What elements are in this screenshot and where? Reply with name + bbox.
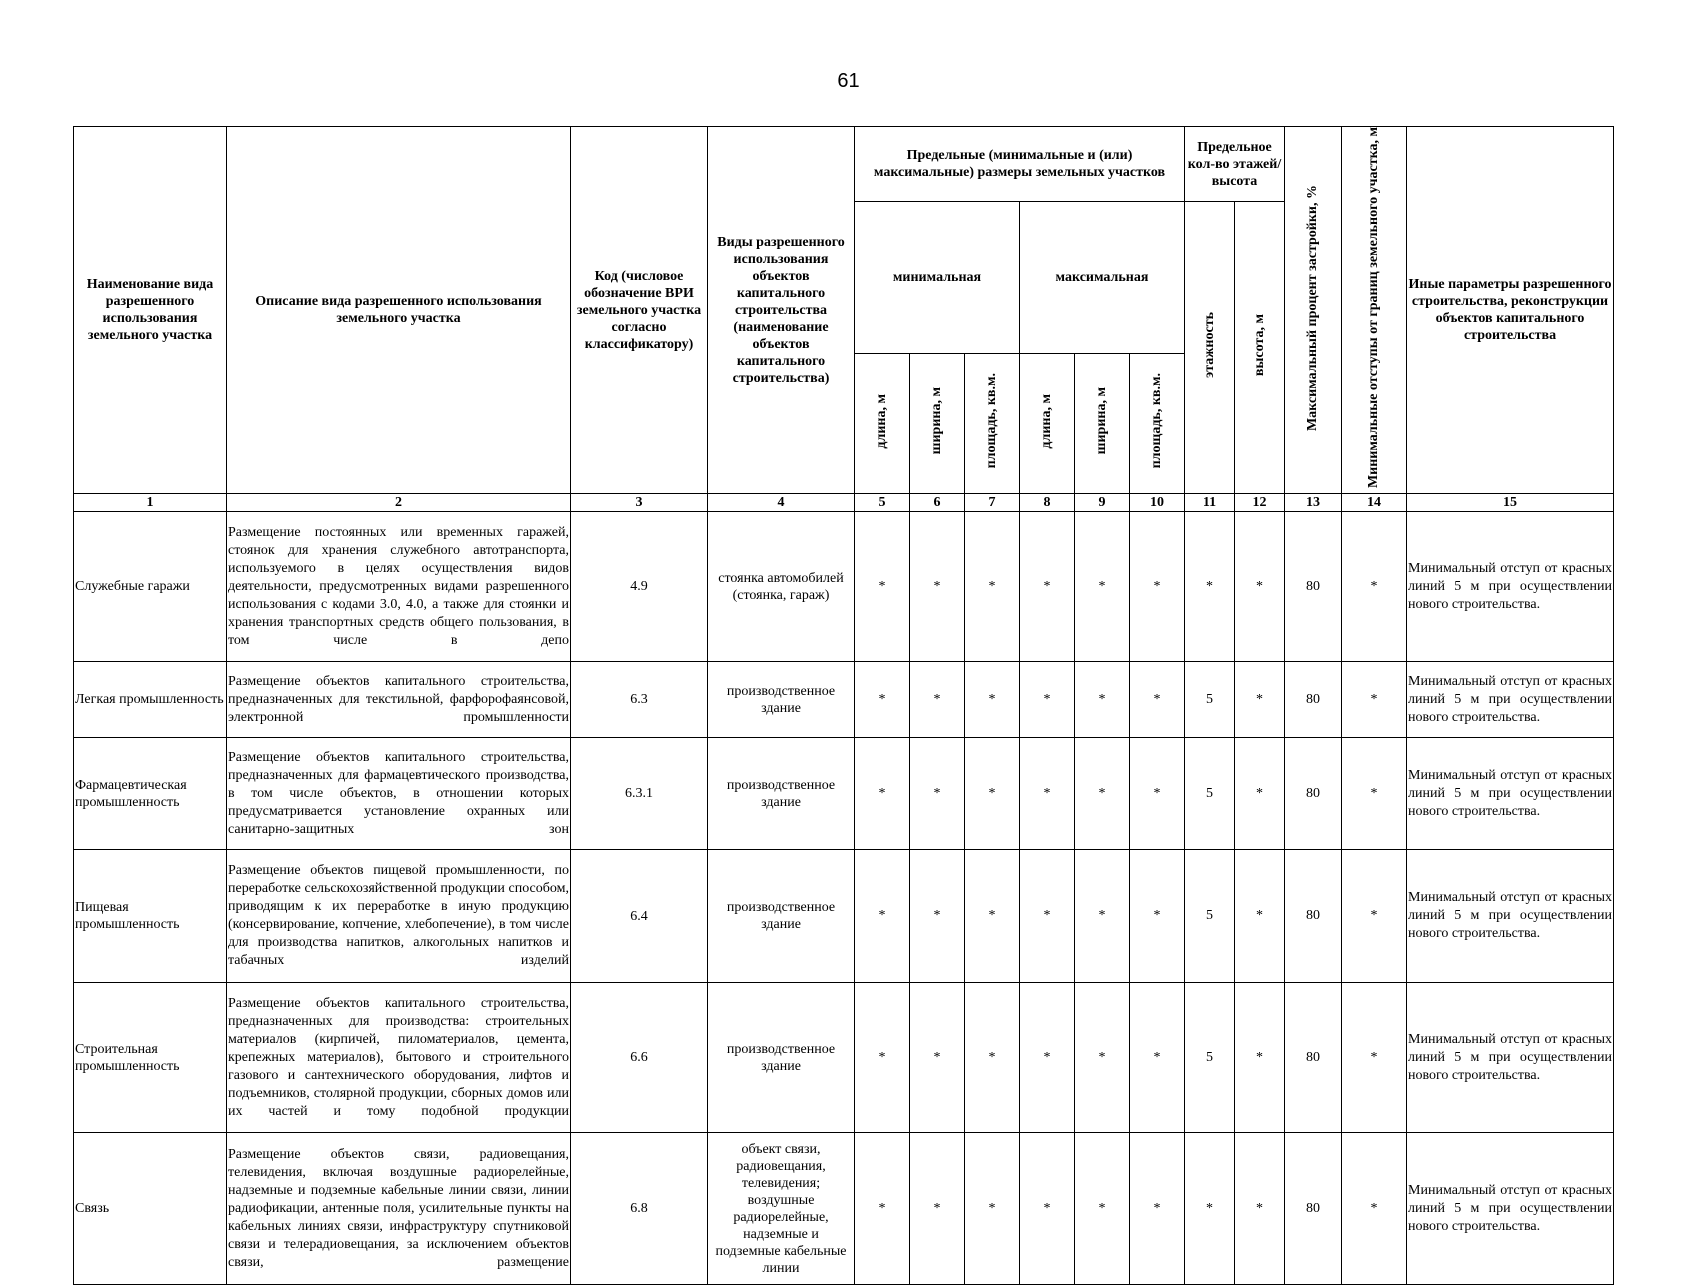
column-number: 5 <box>855 494 910 512</box>
parameter-value: * <box>910 983 965 1133</box>
construction-objects: производственное здание <box>708 662 855 738</box>
parameter-value: 80 <box>1285 662 1342 738</box>
parameter-value: * <box>1020 1133 1075 1285</box>
parameter-value: 5 <box>1185 662 1235 738</box>
other-parameters: Минимальный отступ от красных линий 5 м при осуществлении нового строительства. <box>1407 850 1614 983</box>
land-use-description-text: Размещение объектов капитального строительства, предназначенных для фармацевтического производства, в том числе объектов, в отношении которых предусматривается установление охранных или санитарно-защитных зон <box>228 749 569 837</box>
header-min-width: ширина, м <box>910 354 965 494</box>
table-row <box>74 983 1614 1133</box>
land-use-name: Строительная промышленность <box>74 983 227 1133</box>
table-row <box>74 850 1614 983</box>
header-floors-height: Предельное кол-во этажей/ высота <box>1185 127 1285 202</box>
parameter-value: * <box>1235 1133 1285 1285</box>
parameter-value: * <box>1075 850 1130 983</box>
other-parameters: Минимальный отступ от красных линий 5 м при осуществлении нового строительства. <box>1407 662 1614 738</box>
land-use-name: Легкая промышленность <box>74 662 227 738</box>
parameter-value: * <box>965 738 1020 850</box>
parameter-value: * <box>1075 983 1130 1133</box>
land-use-name: Фармацевтическая промышленность <box>74 738 227 850</box>
parameter-value: * <box>910 512 965 662</box>
land-use-name: Связь <box>74 1133 227 1285</box>
land-use-description <box>227 1133 571 1285</box>
header-min-setbacks: Минимальные отступы от границ земельного участка, м <box>1342 127 1407 494</box>
parameter-value: * <box>965 1133 1020 1285</box>
parameter-value: * <box>1185 512 1235 662</box>
header-minimum: минимальная <box>855 202 1020 354</box>
land-use-description <box>227 850 571 983</box>
land-use-name: Пищевая промышленность <box>74 850 227 983</box>
header-max-width: ширина, м <box>1075 354 1130 494</box>
land-use-code: 6.3 <box>571 662 708 738</box>
land-use-description <box>227 512 571 662</box>
parameter-value: * <box>1235 983 1285 1133</box>
header-min-area: площадь, кв.м. <box>965 354 1020 494</box>
parameter-value: 5 <box>1185 983 1235 1133</box>
column-number: 8 <box>1020 494 1075 512</box>
column-numbers-row <box>74 494 1614 512</box>
other-parameters: Минимальный отступ от красных линий 5 м при осуществлении нового строительства. <box>1407 1133 1614 1285</box>
parameter-value: * <box>1130 512 1185 662</box>
parameter-value: * <box>1020 983 1075 1133</box>
parameter-value: * <box>910 662 965 738</box>
parameter-value: * <box>910 850 965 983</box>
header-code: Код (числовое обозначение ВРИ земельного участка согласно классификатору) <box>571 127 708 494</box>
parameter-value: * <box>1130 1133 1185 1285</box>
parameter-value: * <box>1075 662 1130 738</box>
construction-objects: производственное здание <box>708 850 855 983</box>
page-number: 61 <box>837 70 860 92</box>
parameter-value: * <box>1020 738 1075 850</box>
column-number: 12 <box>1235 494 1285 512</box>
other-parameters: Минимальный отступ от красных линий 5 м при осуществлении нового строительства. <box>1407 738 1614 850</box>
parameter-value: * <box>1235 512 1285 662</box>
land-use-code: 6.4 <box>571 850 708 983</box>
land-use-code: 6.3.1 <box>571 738 708 850</box>
construction-objects: производственное здание <box>708 983 855 1133</box>
land-use-description-text: Размещение объектов капитального строительства, предназначенных для производства: строительных материалов (кирпичей, пиломатериалов, цемента, крепежных материалов), бытового и строительного газового и сантехнического оборудования, лифтов и подъемников, столярной продукции, сборных домов или их частей и тому подобной продукции <box>228 995 569 1119</box>
parameter-value: * <box>1235 738 1285 850</box>
parameter-value: 80 <box>1285 512 1342 662</box>
parameter-value: * <box>1342 512 1407 662</box>
land-use-description-text: Размещение объектов связи, радиовещания, телевидения, включая воздушные радиорелейные, надземные и подземные кабельные линии связи, линии радиофикации, антенные поля, усилительные пункты на кабельных линиях связи, инфраструктуру спутниковой связи и телерадиовещания, за исключением объектов связи, размещение <box>228 1146 569 1270</box>
parameter-value: 80 <box>1285 1133 1342 1285</box>
land-use-code: 6.8 <box>571 1133 708 1285</box>
column-number: 4 <box>708 494 855 512</box>
parameter-value: * <box>855 1133 910 1285</box>
column-number: 15 <box>1407 494 1614 512</box>
header-min-length: длина, м <box>855 354 910 494</box>
parameter-value: * <box>1020 512 1075 662</box>
zoning-regulations-table <box>73 126 1614 1285</box>
parameter-value: * <box>855 512 910 662</box>
parameter-value: * <box>1185 1133 1235 1285</box>
parameter-value: 80 <box>1285 983 1342 1133</box>
land-use-code: 4.9 <box>571 512 708 662</box>
column-number: 6 <box>910 494 965 512</box>
header-plot-size-limits: Предельные (минимальные и (или) максимальные) размеры земельных участков <box>855 127 1185 202</box>
column-number: 9 <box>1075 494 1130 512</box>
table-row <box>74 1133 1614 1285</box>
parameter-value: * <box>965 983 1020 1133</box>
table-row <box>74 662 1614 738</box>
column-number: 3 <box>571 494 708 512</box>
parameter-value: * <box>1075 512 1130 662</box>
land-use-description <box>227 738 571 850</box>
header-other-parameters: Иные параметры разрешенного строительства, реконструкции объектов капитального строительства <box>1407 127 1614 494</box>
parameter-value: 5 <box>1185 850 1235 983</box>
header-maximum: максимальная <box>1020 202 1185 354</box>
parameter-value: * <box>965 662 1020 738</box>
header-max-length: длина, м <box>1020 354 1075 494</box>
land-use-description-text: Размещение объектов капитального строительства, предназначенных для текстильной, фарфорофаянсовой, электронной промышленности <box>228 673 569 725</box>
parameter-value: * <box>1130 662 1185 738</box>
column-number: 1 <box>74 494 227 512</box>
land-use-description <box>227 983 571 1133</box>
parameter-value: * <box>1130 983 1185 1133</box>
parameter-value: * <box>910 738 965 850</box>
parameter-value: * <box>910 1133 965 1285</box>
other-parameters: Минимальный отступ от красных линий 5 м при осуществлении нового строительства. <box>1407 512 1614 662</box>
parameter-value: * <box>1020 850 1075 983</box>
parameter-value: * <box>855 662 910 738</box>
column-number: 7 <box>965 494 1020 512</box>
header-description: Описание вида разрешенного использования земельного участка <box>227 127 571 494</box>
parameter-value: * <box>1075 738 1130 850</box>
header-height: высота, м <box>1235 202 1285 494</box>
construction-objects: стоянка автомобилей (стоянка, гараж) <box>708 512 855 662</box>
parameter-value: * <box>1130 738 1185 850</box>
parameter-value: * <box>965 850 1020 983</box>
header-objects: Виды разрешенного использования объектов капитального строительства (наименование объектов капитального строительства) <box>708 127 855 494</box>
header-max-area: площадь, кв.м. <box>1130 354 1185 494</box>
land-use-description <box>227 662 571 738</box>
land-use-code: 6.6 <box>571 983 708 1133</box>
column-number: 14 <box>1342 494 1407 512</box>
parameter-value: * <box>855 850 910 983</box>
parameter-value: * <box>1342 1133 1407 1285</box>
header-floors: этажность <box>1185 202 1235 494</box>
table-row <box>74 512 1614 662</box>
construction-objects: объект связи, радиовещания, телевидения; воздушные радиорелейные, надземные и подземные кабельные линии <box>708 1133 855 1285</box>
parameter-value: * <box>1342 662 1407 738</box>
parameter-value: * <box>1342 738 1407 850</box>
parameter-value: 80 <box>1285 850 1342 983</box>
column-number: 13 <box>1285 494 1342 512</box>
parameter-value: * <box>1130 850 1185 983</box>
parameter-value: * <box>1020 662 1075 738</box>
land-use-description-text: Размещение постоянных или временных гаражей, стоянок для хранения служебного автотранспорта, используемого в целях осуществления видов деятельности, предусмотренных видами разрешенного использования с кодами 3.0, 4.0, а также для стоянки и хранения транспортных средств общего пользования, в том числе в депо <box>228 524 569 648</box>
parameter-value: 5 <box>1185 738 1235 850</box>
header-row-1 <box>74 127 1614 202</box>
parameter-value: * <box>1235 850 1285 983</box>
parameter-value: 80 <box>1285 738 1342 850</box>
parameter-value: * <box>1235 662 1285 738</box>
parameter-value: * <box>855 983 910 1133</box>
parameter-value: * <box>1075 1133 1130 1285</box>
parameter-value: * <box>965 512 1020 662</box>
column-number: 11 <box>1185 494 1235 512</box>
parameter-value: * <box>1342 983 1407 1133</box>
column-number: 10 <box>1130 494 1185 512</box>
parameter-value: * <box>1342 850 1407 983</box>
parameter-value: * <box>855 738 910 850</box>
land-use-description-text: Размещение объектов пищевой промышленности, по переработке сельскохозяйственной продукции способом, приводящим к их переработке в иную продукцию (консервирование, копчение, хлебопечение), в том числе для производства напитков, алкогольных напитков и табачных изделий <box>228 863 569 969</box>
table-row <box>74 738 1614 850</box>
other-parameters: Минимальный отступ от красных линий 5 м при осуществлении нового строительства. <box>1407 983 1614 1133</box>
construction-objects: производственное здание <box>708 738 855 850</box>
column-number: 2 <box>227 494 571 512</box>
land-use-name: Служебные гаражи <box>74 512 227 662</box>
header-max-building-percent: Максимальный процент застройки, % <box>1285 127 1342 494</box>
header-name: Наименование вида разрешенного использования земельного участка <box>74 127 227 494</box>
